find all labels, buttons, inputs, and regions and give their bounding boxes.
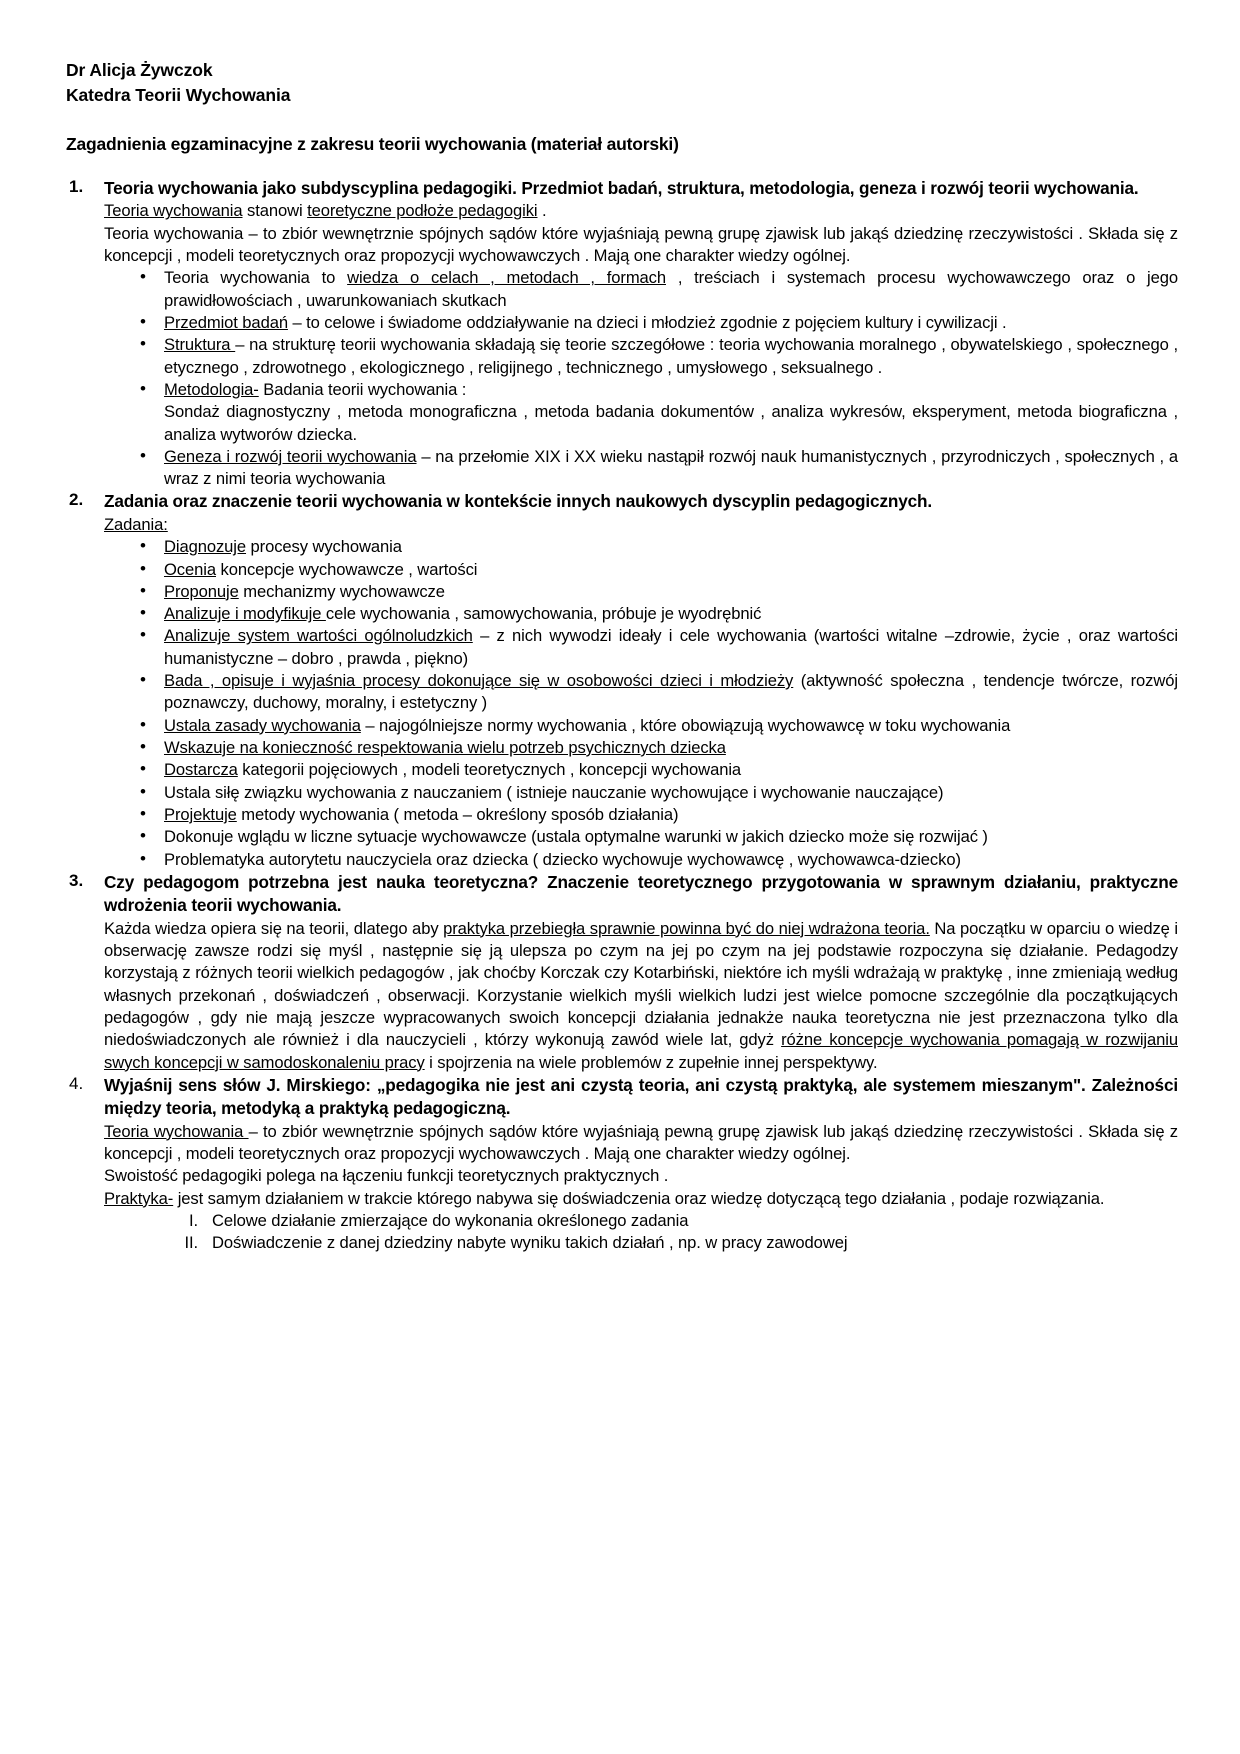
- list-item: [104, 1210, 1178, 1232]
- bullet-rest: – na przełomie XIX i XX wieku nastąpił rozwój nauk humanistycznych , przyrodniczych , społecznych , a wraz z nimi teoria wychowania: [164, 446, 1178, 489]
- q4-praktyka-paragraph: [104, 1188, 1178, 1210]
- bullet-underlined-term: Proponuje: [164, 581, 239, 601]
- list-item: [104, 536, 1178, 558]
- bullet-underlined-term: wiedza o celach , metodach , formach: [347, 268, 666, 288]
- list-item: [104, 312, 1178, 334]
- bullet-rest: – z nich wywodzi ideały i cele wychowania (wartości witalne –zdrowie, życie , oraz wartości humanistyczne – dobro , prawda , piękno): [164, 626, 1178, 668]
- bullet-underlined-term: Projektuje: [164, 804, 237, 824]
- q1-lead-underline-a: Teoria wychowania: [104, 201, 243, 221]
- list-item: [104, 379, 1178, 401]
- q1-bullet-list: [104, 267, 1178, 401]
- question-number-3: 3.: [69, 870, 84, 890]
- list-item: [104, 603, 1178, 625]
- list-item: [104, 625, 1178, 670]
- question-number-1: 1.: [69, 177, 84, 197]
- bullet-underlined-term: Ustala zasady wychowania: [164, 715, 361, 735]
- q4-praktyka-term: Praktyka-: [104, 1188, 174, 1208]
- bullet-rest: cele wychowania , samowychowania, próbuje je wyodrębnić: [325, 604, 762, 624]
- bullet-rest: metody wychowania ( metoda – określony sposób działania): [236, 804, 679, 824]
- bullet-rest: , treściach i systemach procesu wychowawczego oraz o jego prawidłowościach , uwarunkowaniach skutkach: [164, 268, 1179, 310]
- list-item: [104, 559, 1178, 581]
- bullet-rest: – najogólniejsze normy wychowania , które obowiązują wychowawcę w toku wychowania: [360, 715, 1011, 735]
- q1-lead-mid: stanowi: [242, 201, 308, 221]
- bullet-rest: – to celowe i świadome oddziaływanie na dzieci i młodzież zgodnie z pojęciem kultury i cywilizacji .: [287, 312, 1007, 332]
- q1-lead-underline-b: teoretyczne podłoże pedagogiki: [307, 201, 538, 221]
- roman-text: Doświadczenie z danej dziedziny nabyte wyniku takich działań , np. w pracy zawodowej: [212, 1233, 848, 1253]
- q4-swoistosc-line: Swoistość pedagogiki polega na łączeniu funkcji teoretycznych praktycznych .: [104, 1166, 669, 1186]
- question-number-2: 2.: [69, 490, 84, 510]
- bullet-rest: – na strukturę teorii wychowania składają się teorie szczegółowe : teoria wychowania moralnego , obywatelskiego , społecznego , etycznego , zdrowotnego , ekologicznego , religijnego , technicznego , umysłowego , seksualnego .: [164, 335, 1178, 377]
- q4-definition-term: Teoria wychowania: [104, 1121, 249, 1141]
- roman-number: I.: [188, 1210, 198, 1230]
- bullet-underlined-term: Ocenia: [164, 559, 216, 579]
- question-item-1: [66, 177, 1178, 490]
- bullet-underlined-term: Struktura: [164, 335, 236, 355]
- list-item: [104, 826, 1178, 848]
- list-item: [104, 849, 1178, 871]
- q2-tasks-label-text: Zadania:: [104, 514, 168, 534]
- list-item: [104, 759, 1178, 781]
- question-item-2: [66, 490, 1178, 870]
- q1-methodology-detail: Sondaż diagnostyczny , metoda monograficzna , metoda badania dokumentów , analiza wykresów, eksperyment, metoda biograficzna , analiza wytworów dziecka.: [164, 402, 1178, 444]
- bullet-underlined-term: Dostarcza: [164, 760, 238, 780]
- q3-text-part-2: Na początku w oparciu o wiedzę i obserwację zawsze rodzi się myśl , następnie się ją ulepsza po czym na jej po czym na jej podstawie rozpoczyna się działanie. Pedagodzy korzystają z różnych teorii wielkich pedagogów , jak choćby Korczak czy Kotarbiński, niektóre ich myśli wdrażają w praktykę , inne zmieniają według własnych przekonań , doświadczeń , obserwacji. Korzystanie wielkich myśli wielkich ludzi jest wielce pomocne szczególnie dla początkujących pedagogów , gdy nie mają jeszcze wypracowanych swoich koncepcji działania jednakże nauka teoretyczna nie jest przeznaczona tylko dla niedoświadczonych ale również i dla nauczycieli , którzy wykonują zawód wiele lat, gdyż: [104, 918, 1178, 1050]
- bullet-underlined-term: Metodologia-: [164, 379, 259, 399]
- bullet-underlined-term: Wskazuje na konieczność respektowania wielu potrzeb psychicznych dziecka: [164, 738, 726, 757]
- q1-lead-end: .: [537, 201, 547, 221]
- q4-roman-list: [104, 1210, 1178, 1255]
- q4-praktyka-rest: jest samym działaniem w trakcie którego nabywa się doświadczenia oraz wiedzę dotyczącą tego działania , podaje rozwiązania.: [173, 1188, 1105, 1208]
- bullet-underlined-term: Analizuje system wartości ogólnoludzkich: [164, 626, 473, 646]
- question-title-3: Czy pedagogom potrzebna jest nauka teoretyczna? Znaczenie teoretycznego przygotowania w sprawnym działaniu, praktyczne wdrożenia teorii wychowania.: [104, 871, 1178, 916]
- list-item: [104, 581, 1178, 603]
- question-number-4: 4.: [69, 1073, 84, 1093]
- author-name: Dr Alicja Żywczok: [66, 60, 213, 80]
- list-item: [104, 1232, 1178, 1254]
- list-item: [104, 670, 1178, 715]
- q2-tasks-label: [104, 514, 1178, 536]
- q1-definition-paragraph: Teoria wychowania – to zbiór wewnętrznie spójnych sądów które wyjaśniają pewną grupę zjawisk lub jakąś dziedzinę rzeczywistości . Składa się z koncepcji , modeli teoretycznych oraz propozycji wychowawczych . Mają one charakter wiedzy ogólnej.: [104, 223, 1178, 266]
- q3-text-part-1: Każda wiedza opiera się na teorii, dlatego aby: [104, 918, 444, 938]
- q3-answer-paragraph: [104, 918, 1178, 1074]
- q3-text-part-3: i spojrzenia na wiele problemów z zupełnie innej perspektywy.: [424, 1052, 878, 1072]
- bullet-plain-prefix: Teoria wychowania to: [164, 268, 348, 288]
- bullet-underlined-term: Bada , opisuje i wyjaśnia procesy dokonujące się w osobowości dzieci i młodzieży: [164, 671, 794, 691]
- list-item: [104, 715, 1178, 737]
- bullet-rest: mechanizmy wychowawcze: [238, 581, 445, 601]
- question-item-4: [66, 1074, 1178, 1255]
- bullet-rest: koncepcje wychowawcze , wartości: [215, 559, 478, 579]
- document-subtitle: Zagadnienia egzaminacyjne z zakresu teorii wychowania (materiał autorski): [66, 134, 679, 155]
- bullet-rest: procesy wychowania: [246, 537, 402, 557]
- question-item-3: [66, 871, 1178, 1074]
- department-name: Katedra Teorii Wychowania: [66, 85, 291, 106]
- bullet-rest: Ustala siłę związku wychowania z nauczaniem ( istnieje nauczanie wychowujące i wychowanie nauczające): [164, 782, 944, 802]
- list-item: [104, 267, 1178, 312]
- bullet-rest: Problematyka autorytetu nauczyciela oraz dziecka ( dziecko wychowuje wychowawcę , wychowawca-dziecko): [164, 849, 961, 869]
- bullet-underlined-term: Diagnozuje: [164, 537, 247, 557]
- q4-definition-rest: – to zbiór wewnętrznie spójnych sądów które wyjaśniają pewną grupę zjawisk lub jakąś dziedzinę rzeczywistości . Składa się z koncepcji , modeli teoretycznych oraz propozycji wychowawczych . Mają one charakter wiedzy ogólnej.: [104, 1121, 1178, 1163]
- q3-underline-1: praktyka przebiegła sprawnie powinna być do niej wdrażona teoria.: [443, 918, 930, 938]
- q4-definition-paragraph: [104, 1121, 1178, 1166]
- roman-number: II.: [184, 1233, 198, 1253]
- bullet-rest: Dokonuje wglądu w liczne sytuacje wychowawcze (ustala optymalne warunki w jakich dziecko może się rozwijać ): [164, 827, 988, 847]
- list-item: [104, 804, 1178, 826]
- q2-bullet-list: [104, 536, 1178, 871]
- roman-text: Celowe działanie zmierzające do wykonania określonego zadania: [212, 1210, 689, 1230]
- question-title-1: Teoria wychowania jako subdyscyplina pedagogiki. Przedmiot badań, struktura, metodologia, geneza i rozwój teorii wychowania.: [104, 178, 1139, 199]
- question-title-4: Wyjaśnij sens słów J. Mirskiego: „pedagogika nie jest ani czystą teoria, ani czystą praktyką, ale systemem mieszanym". Zależności między teoria, metodyką a praktyką pedagogiczną.: [104, 1074, 1178, 1119]
- q3-underline-2: różne koncepcje wychowania pomagają w rozwijaniu swych koncepcji w samodoskonaleniu pracy: [104, 1030, 1178, 1072]
- questions-list: [66, 177, 1178, 1254]
- q1-lead-line: [104, 200, 1178, 222]
- question-title-2: Zadania oraz znaczenie teorii wychowania w kontekście innych naukowych dyscyplin pedagogicznych.: [104, 491, 933, 512]
- list-item: [104, 446, 1178, 491]
- bullet-rest: (aktywność społeczna , tendencje twórcze, rozwój poznawczy, duchowy, moralny, i estetyczny ): [164, 671, 1178, 713]
- bullet-underlined-term: Analizuje i modyfikuje: [164, 604, 326, 624]
- bullet-underlined-term: Przedmiot badań: [164, 312, 288, 332]
- author-block: [66, 58, 1178, 108]
- bullet-rest: Badania teorii wychowania :: [258, 379, 467, 399]
- list-item: [104, 334, 1178, 379]
- bullet-rest: kategorii pojęciowych , modeli teoretycznych , koncepcji wychowania: [237, 760, 742, 780]
- bullet-underlined-term: Geneza i rozwój teorii wychowania: [164, 446, 417, 466]
- list-item: [104, 782, 1178, 804]
- list-item: [104, 737, 1178, 759]
- q1-bullet-list-cont: [104, 446, 1178, 491]
